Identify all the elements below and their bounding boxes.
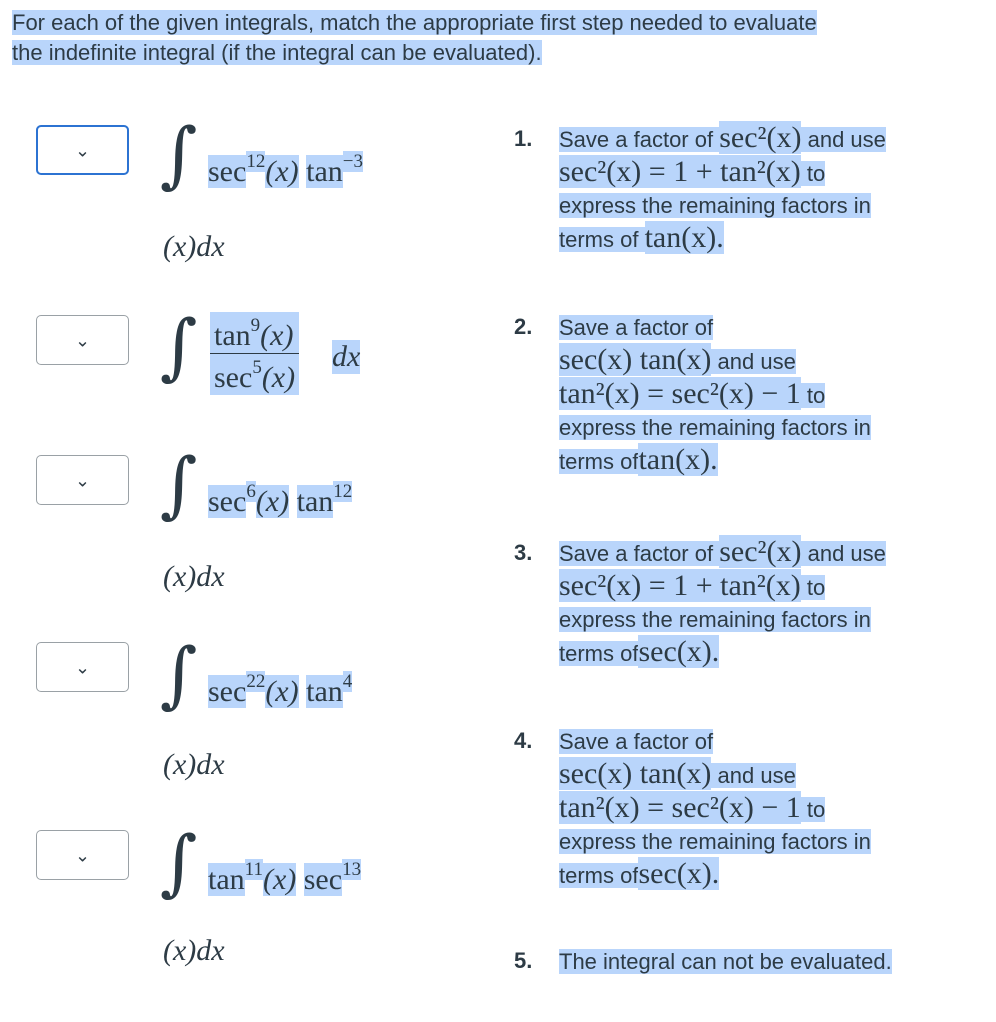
- answer-select-5[interactable]: [36, 830, 129, 880]
- answer-select-3[interactable]: [36, 455, 129, 505]
- integral-sign: ∫: [160, 820, 198, 904]
- answer-select-1[interactable]: [36, 125, 129, 175]
- option-number: 1.: [514, 126, 533, 151]
- answer-select-2[interactable]: [36, 315, 129, 365]
- integral-tail-2: dx: [332, 340, 361, 373]
- integral-tail-5: (x)dx: [163, 934, 225, 967]
- option-number: 3.: [514, 540, 533, 565]
- answer-select-4[interactable]: [36, 642, 129, 692]
- chevron-down-icon: ⌄: [74, 845, 91, 867]
- integrand-2: $\tan^9(x)$ $\sec^5(x)$: [210, 312, 299, 395]
- chevron-down-icon: ⌄: [74, 140, 91, 162]
- integral-sign: ∫: [160, 632, 198, 716]
- option-number: 4.: [514, 728, 533, 753]
- instructions-line-2: the indefinite integral (if the integral can be evaluated).: [12, 40, 542, 65]
- integral-sign: ∫: [160, 112, 198, 196]
- integrand-1: $\sec^{12}(x)$ $\tan^{-3}$: [208, 151, 363, 188]
- integral-tail-3: (x)dx: [163, 560, 225, 593]
- integral-sign: ∫: [160, 304, 198, 388]
- chevron-down-icon: ⌄: [74, 330, 91, 352]
- option-number: 2.: [514, 314, 533, 339]
- option-number: 5.: [514, 948, 533, 973]
- chevron-down-icon: ⌄: [74, 470, 91, 492]
- integral-sign: ∫: [160, 442, 198, 526]
- integrand-4: $\sec^{22}(x)$ $\tan^4$: [208, 671, 353, 708]
- chevron-down-icon: ⌄: [74, 657, 91, 679]
- instructions: [12, 8, 958, 68]
- integrand-3: $\sec^6(x)$ $\tan^{12}$: [208, 481, 353, 518]
- integrand-5: $\tan^{11}(x)$ $\sec^{13}$: [208, 859, 362, 896]
- integral-tail-4: (x)dx: [163, 748, 225, 781]
- instructions-line-1: For each of the given integrals, match the appropriate first step needed to evaluate: [12, 10, 817, 35]
- integral-tail-1: (x)dx: [163, 230, 225, 263]
